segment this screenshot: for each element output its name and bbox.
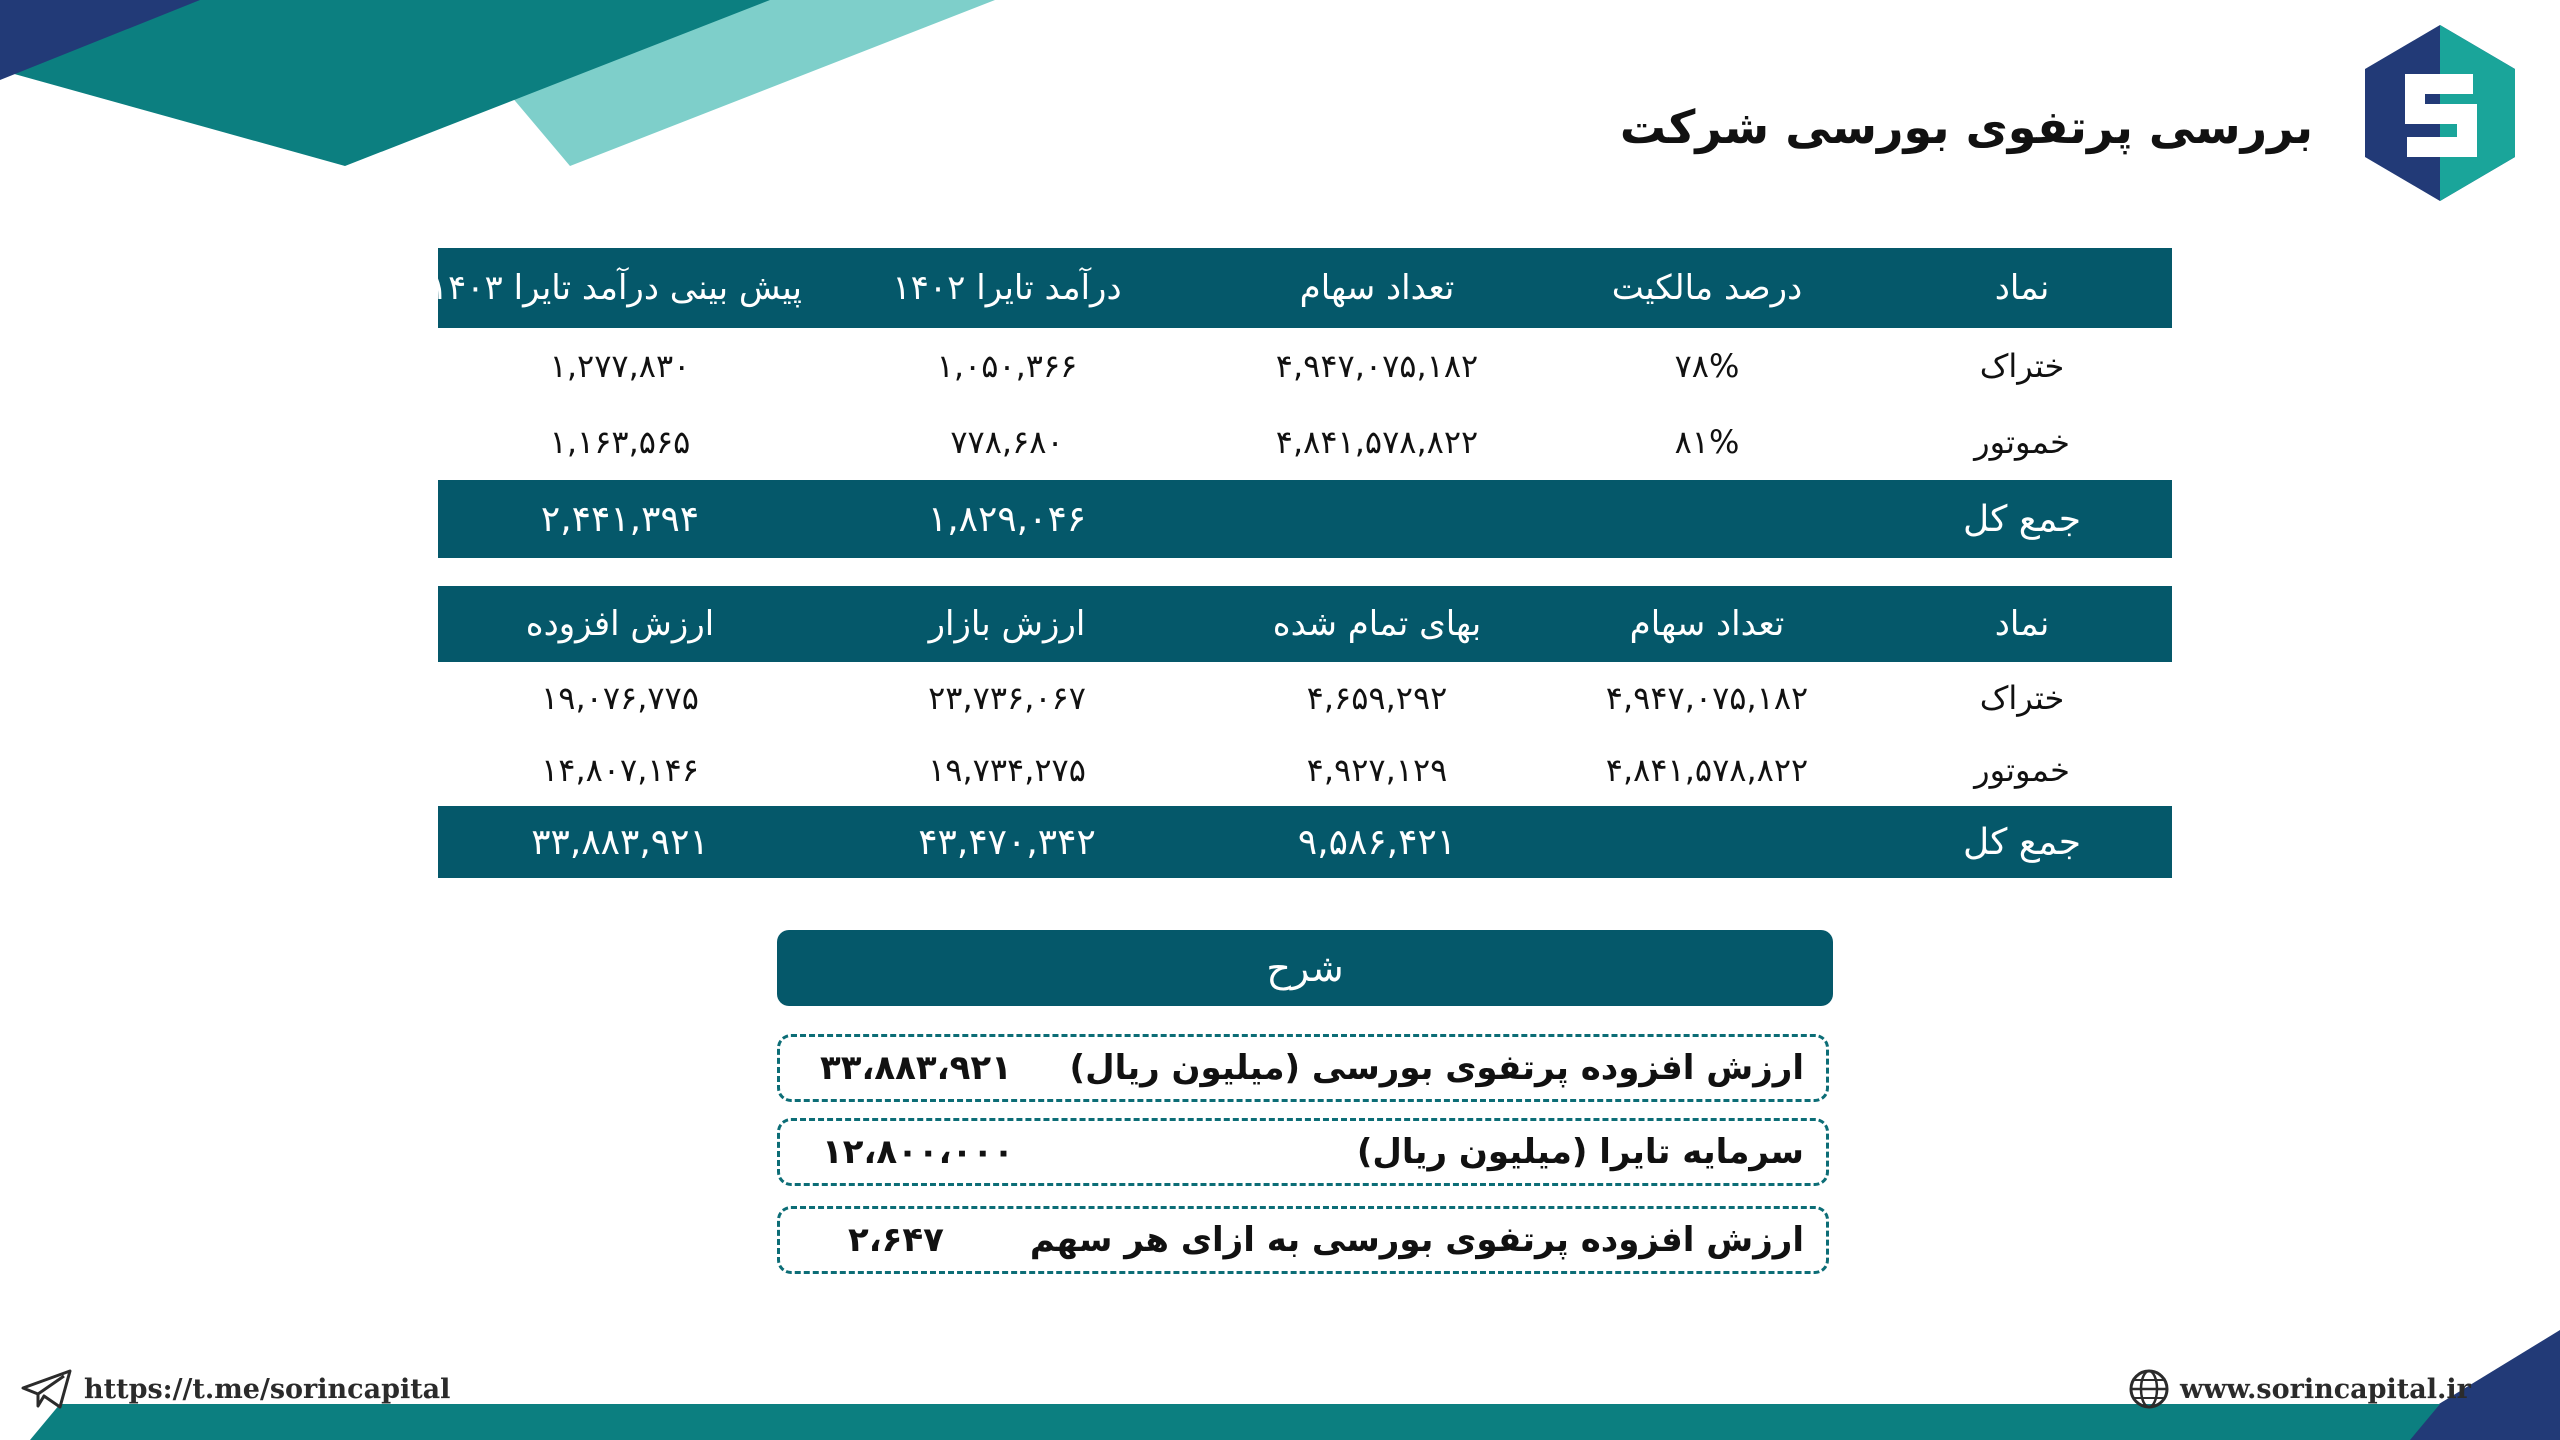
summary-item [777,1206,1829,1274]
header-cell-shares: تعداد سهام [1212,248,1542,328]
table-cell: ۱,۰۵۰,۳۶۶ [936,347,1078,385]
page-title: بررسی پرتفوی بورسی شرکت [1619,100,2313,154]
globe-icon [2128,1368,2170,1410]
total-cell [1212,480,1542,558]
paper-plane-icon [20,1368,74,1410]
table-cell: ۴,۹۴۷,۰۷۵,۱۸۲ [1605,679,1809,717]
table-cell: ختراک [1979,679,2065,717]
table-row [438,328,2172,404]
total-cell: ۱,۸۲۹,۰۴۶ [802,480,1212,558]
summary-item [777,1034,1829,1102]
header-cell-added-value: ارزش افزوده [438,586,802,662]
website-url[interactable]: www.sorincapital.ir [2180,1373,2471,1405]
header-cell-symbol: نماد [1872,586,2172,662]
table-cell: ۲۳,۷۳۶,۰۶۷ [928,679,1086,717]
header-decoration [0,0,1000,180]
header-cell-ownership: درصد مالکیت [1542,248,1872,328]
income-table [429,248,2172,558]
website-link[interactable] [2128,1368,2471,1410]
table-cell: ۱۴,۸۰۷,۱۴۶ [541,751,699,789]
total-cell [1542,480,1872,558]
total-cell: ۴۳,۴۷۰,۳۴۲ [802,806,1212,878]
total-label: جمع کل [1872,480,2172,558]
table-cell: ۴,۸۴۱,۵۷۸,۸۲۲ [1275,423,1479,461]
table-row [438,404,2172,480]
table-cell: ختراک [1979,347,2065,385]
header-cell-cost: بهای تمام شده [1212,586,1542,662]
header-cell-market-value: ارزش بازار [802,586,1212,662]
table-cell: ۴,۸۴۱,۵۷۸,۸۲۲ [1605,751,1809,789]
table-cell: ۴,۹۲۷,۱۲۹ [1306,751,1448,789]
summary-title: شرح [777,930,1833,1006]
table-header-row [438,586,2172,662]
table-row [438,734,2172,806]
header-cell-symbol: نماد [1872,248,2172,328]
total-cell: ۹,۵۸۶,۴۲۱ [1212,806,1542,878]
table-cell: ۱,۲۷۷,۸۳۰ [549,347,691,385]
total-cell: ۲,۴۴۱,۳۹۴ [438,480,802,558]
table-total-row [438,480,2172,558]
summary-item [777,1118,1829,1186]
summary-label: سرمایه تایرا (میلیون ریال) [1356,1132,1804,1172]
header-cell-income-1402: درآمد تایرا ۱۴۰۲ [802,248,1212,328]
summary-value: ۱۲،۸۰۰،۰۰۰ [822,1132,1014,1172]
summary-value: ۳۳،۸۸۳،۹۲۱ [820,1048,1012,1088]
telegram-link[interactable] [20,1368,450,1410]
table-cell: ۷۷۸,۶۸۰ [950,423,1064,461]
table-cell: خموتور [1974,423,2070,461]
summary-label: ارزش افزوده پرتفوی بورسی به ازای هر سهم [1029,1220,1804,1260]
value-table [438,586,2172,878]
table-row [438,662,2172,734]
table-cell: خموتور [1974,751,2070,789]
summary-label: ارزش افزوده پرتفوی بورسی (میلیون ریال) [1069,1048,1804,1088]
table-cell: ۱,۱۶۳,۵۶۵ [549,423,691,461]
header-cell-forecast-1403: پیش بینی درآمد تایرا ۱۴۰۳ [438,248,802,328]
sorin-logo [2355,22,2525,212]
table-cell: ۱۹,۷۳۴,۲۷۵ [928,751,1086,789]
total-cell [1542,806,1872,878]
total-label: جمع کل [1872,806,2172,878]
table-cell: ۷۸% [1674,347,1740,385]
table-cell: ۴,۶۵۹,۲۹۲ [1306,679,1448,717]
table-total-row [438,806,2172,878]
header-cell-shares: تعداد سهام [1542,586,1872,662]
telegram-url[interactable]: https://t.me/sorincapital [84,1373,451,1405]
summary-value: ۲،۶۴۷ [848,1220,944,1260]
table-cell: ۴,۹۴۷,۰۷۵,۱۸۲ [1275,347,1479,385]
table-header-row [438,248,2172,328]
table-cell: ۱۹,۰۷۶,۷۷۵ [541,679,699,717]
total-cell: ۳۳,۸۸۳,۹۲۱ [438,806,802,878]
table-cell: ۸۱% [1674,423,1740,461]
